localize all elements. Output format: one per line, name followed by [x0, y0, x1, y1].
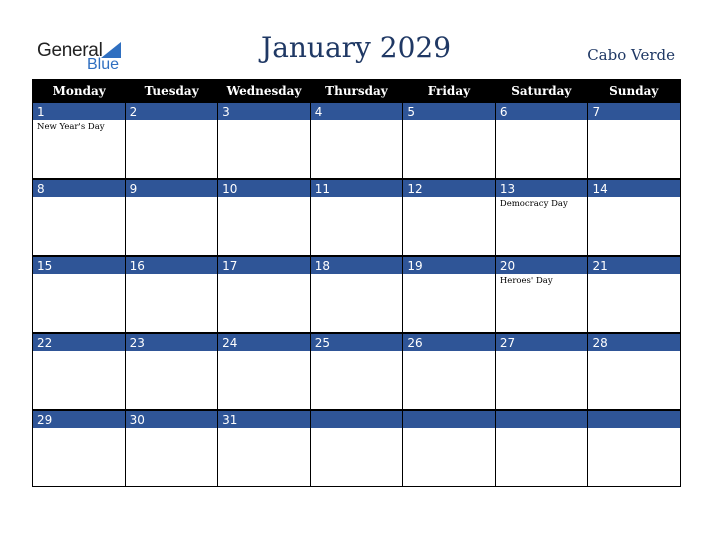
day-number: 29: [33, 410, 125, 428]
calendar-grid: [32, 79, 681, 487]
day-cell: [126, 333, 219, 409]
day-number: 20: [496, 256, 588, 274]
day-cell: [126, 256, 219, 332]
week-row: [33, 410, 680, 487]
day-cell: [126, 410, 219, 486]
day-cell: [588, 333, 680, 409]
day-body: [496, 351, 588, 409]
day-number: 19: [403, 256, 495, 274]
day-number: 11: [311, 179, 403, 197]
day-number: 30: [126, 410, 218, 428]
day-number: 14: [588, 179, 680, 197]
day-cell: [126, 179, 219, 255]
day-body: [496, 197, 588, 255]
day-number: 16: [126, 256, 218, 274]
day-cell: [311, 410, 404, 486]
day-cell: [311, 179, 404, 255]
day-body: [496, 274, 588, 332]
day-number: 13: [496, 179, 588, 197]
holiday-label: Heroes' Day: [499, 276, 553, 286]
day-cell: [588, 179, 680, 255]
day-body: [311, 428, 403, 486]
day-body: [126, 120, 218, 178]
week-row: [33, 333, 680, 410]
day-body: [33, 197, 125, 255]
day-cell: [403, 102, 496, 178]
day-number: [403, 410, 495, 428]
holiday-label: New Year's Day: [37, 122, 105, 132]
day-body: [496, 120, 588, 178]
day-cell: [496, 256, 589, 332]
day-number: 17: [218, 256, 310, 274]
day-number: 26: [403, 333, 495, 351]
weekday-sunday: Sunday: [609, 84, 659, 98]
weekday-saturday: Saturday: [511, 84, 572, 98]
day-body: [403, 274, 495, 332]
day-number: 2: [126, 102, 218, 120]
day-number: [496, 410, 588, 428]
day-body: [403, 351, 495, 409]
day-body: [218, 274, 310, 332]
day-number: 5: [403, 102, 495, 120]
day-cell: [403, 410, 496, 486]
day-number: 7: [588, 102, 680, 120]
day-cell: [218, 102, 311, 178]
day-cell: [311, 102, 404, 178]
day-cell: [33, 102, 126, 178]
day-cell: [496, 410, 589, 486]
day-cell: [496, 179, 589, 255]
day-number: 6: [496, 102, 588, 120]
day-body: [403, 120, 495, 178]
day-cell: [496, 333, 589, 409]
holiday-label: Democracy Day: [499, 199, 568, 209]
day-body: [496, 428, 588, 486]
day-number: 25: [311, 333, 403, 351]
day-body: [311, 197, 403, 255]
day-cell: [588, 410, 680, 486]
day-number: 28: [588, 333, 680, 351]
day-body: [33, 428, 125, 486]
day-body: [218, 120, 310, 178]
day-cell: [33, 179, 126, 255]
week-row: [33, 179, 680, 256]
week-row: [33, 256, 680, 333]
day-cell: [218, 179, 311, 255]
logo-general-text: General: [37, 40, 103, 61]
day-number: 18: [311, 256, 403, 274]
day-number: 15: [33, 256, 125, 274]
week-row: [33, 102, 680, 179]
day-body: [126, 428, 218, 486]
day-cell: [218, 410, 311, 486]
day-body: [33, 274, 125, 332]
day-body: [126, 351, 218, 409]
day-number: 21: [588, 256, 680, 274]
day-cell: [311, 256, 404, 332]
day-cell: [403, 179, 496, 255]
day-number: 10: [218, 179, 310, 197]
day-number: 1: [33, 102, 125, 120]
day-number: [311, 410, 403, 428]
weekday-header-row: [33, 80, 680, 102]
weekday-wednesday: Wednesday: [226, 84, 302, 98]
day-body: [218, 197, 310, 255]
day-body: [126, 197, 218, 255]
day-cell: [588, 102, 680, 178]
day-body: [311, 351, 403, 409]
day-number: 8: [33, 179, 125, 197]
day-body: [588, 428, 680, 486]
day-cell: [126, 102, 219, 178]
weekday-tuesday: Tuesday: [144, 84, 199, 98]
day-number: 12: [403, 179, 495, 197]
country-label: Cabo Verde: [587, 46, 675, 64]
day-body: [311, 274, 403, 332]
day-body: [218, 351, 310, 409]
day-number: 27: [496, 333, 588, 351]
weekday-monday: Monday: [52, 84, 106, 98]
day-cell: [33, 256, 126, 332]
day-number: 3: [218, 102, 310, 120]
day-body: [588, 197, 680, 255]
day-body: [33, 120, 125, 178]
day-cell: [496, 102, 589, 178]
day-body: [588, 120, 680, 178]
day-body: [588, 274, 680, 332]
day-body: [588, 351, 680, 409]
weekday-thursday: Thursday: [325, 84, 388, 98]
day-cell: [588, 256, 680, 332]
day-number: [588, 410, 680, 428]
day-cell: [33, 410, 126, 486]
day-number: 31: [218, 410, 310, 428]
day-body: [403, 197, 495, 255]
day-body: [311, 120, 403, 178]
day-body: [33, 351, 125, 409]
day-cell: [403, 256, 496, 332]
day-number: 22: [33, 333, 125, 351]
day-number: 24: [218, 333, 310, 351]
day-body: [126, 274, 218, 332]
day-cell: [218, 333, 311, 409]
day-body: [403, 428, 495, 486]
day-cell: [33, 333, 126, 409]
day-cell: [403, 333, 496, 409]
day-number: 23: [126, 333, 218, 351]
logo-blue-text: Blue: [87, 56, 120, 73]
page-title: January 2029: [260, 31, 452, 64]
day-body: [218, 428, 310, 486]
day-cell: [218, 256, 311, 332]
day-cell: [311, 333, 404, 409]
day-number: 4: [311, 102, 403, 120]
weekday-friday: Friday: [427, 84, 471, 98]
day-number: 9: [126, 179, 218, 197]
